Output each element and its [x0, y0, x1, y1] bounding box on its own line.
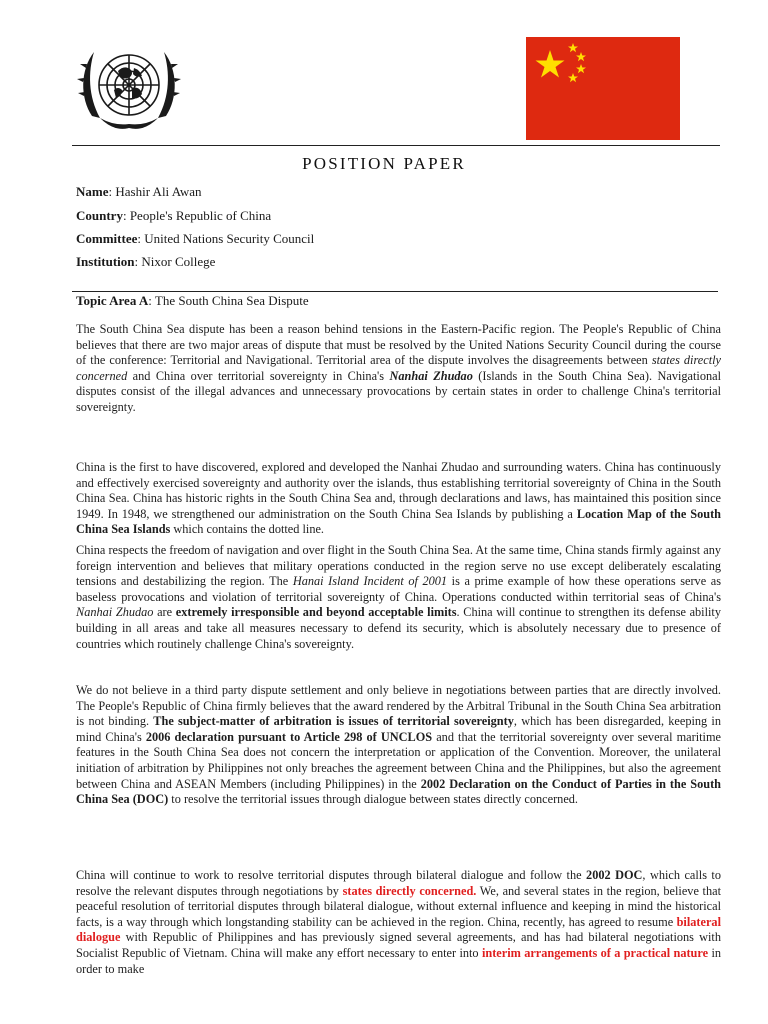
emphasis-text: Nanhai Zhudao	[76, 605, 154, 620]
paragraph-5: China will continue to work to resolve territorial disputes through bilateral dialogue and follow the 2002 DOC, which calls to resolve the relevant disputes through negotiations by states directly concerned. We, and several states in the region, believe that peaceful resolution of territorial disputes through bilateral dialogue, without external influence and keeping in mind the historical facts, is a way through which longstanding stability can be achieved in the region. China, recently, has agreed to resume bilateral dialogue with Republic of Philippines and has previously signed several agreements, and has had bilateral negotiations with Socialist Republic of Vietnam. China will make any effort necessary to enter into interim arrangements of a practical nature in order to make	[76, 868, 722, 976]
section-divider	[72, 291, 718, 292]
emphasis-text: Nanhai Zhudao	[389, 368, 473, 383]
emphasis-text: 2006 declaration pursuant to Article 298 of UNCLOS	[145, 729, 433, 744]
emphasis-text: 2002 DOC	[586, 868, 643, 882]
highlighted-text: interim arrangements of a practical nature	[481, 945, 709, 960]
emphasis-text: 2002 Declaration on the Conduct of Parties in the South China Sea (DOC)	[76, 776, 722, 807]
institution-value: : Nixor College	[134, 254, 216, 269]
topic-label: Topic Area A	[76, 293, 149, 308]
name-label: Name	[76, 184, 109, 199]
highlighted-text: bilateral dialogue	[76, 914, 721, 945]
name-value: : Hashir Ali Awan	[108, 184, 202, 199]
institution-row	[76, 254, 215, 270]
paragraph-3: China respects the freedom of navigation and over flight in the South China Sea. At the same time, China stands firmly against any foreign intervention and believes that military operations conducted in the region serve no use except deliberately escalating tensions and destabilizing the region. The Hanai Island Incident of 2001 is a prime example of how these operations serve as baseless provocations and violation of territorial sovereignty of China. Operations conducted within territorial seas of China's Nanhai Zhudao are extremely irresponsible and beyond acceptable limits. China will continue to strengthen its defense ability building in all areas and take all measures necessary to defend its security, which is absolutely necessary due to presence of countries which routinely challenge China's sovereignty.	[76, 543, 722, 651]
country-row	[76, 208, 271, 224]
china-flag-icon	[526, 37, 680, 140]
emphasis-text: Location Map of the South China Sea Islands	[76, 506, 721, 537]
un-emblem-icon	[74, 38, 184, 138]
committee-label: Committee	[76, 231, 138, 246]
committee-value: : United Nations Security Council	[137, 231, 315, 246]
header-divider	[72, 145, 720, 146]
topic-value: : The South China Sea Dispute	[148, 293, 309, 308]
country-label: Country	[76, 208, 123, 223]
name-row	[76, 184, 202, 200]
paragraph-4: We do not believe in a third party dispute settlement and only believe in negotiations between parties that are directly involved. The People's Republic of China firmly believes that the award rendered by the Arbitral Tribunal in the South China Sea arbitration is not binding. The subject-matter of arbitration is issues of territorial sovereignty, which has been disregarded, keeping in mind China's 2006 declaration pursuant to Article 298 of UNCLOS and that the territorial sovereignty over several maritime features in the South China Sea does not concern the interpretation or application of the Convention. Moreover, the unilateral initiation of arbitration by Philippines not only breaches the agreement between China and the Philippines, but also the agreement between China and ASEAN Members (including Philippines) in the 2002 Declaration on the Conduct of Parties in the South China Sea (DOC) to resolve the territorial issues through dialogue between states directly concerned.	[76, 683, 722, 807]
highlighted-text: states directly concerned.	[342, 883, 477, 898]
institution-label: Institution	[76, 254, 135, 269]
page-title: POSITION PAPER	[302, 154, 466, 173]
topic-area	[76, 293, 309, 309]
country-value: : People's Republic of China	[122, 208, 272, 223]
paragraph-1: The South China Sea dispute has been a reason behind tensions in the Eastern-Pacific region. The People's Republic of China believes that there are two major areas of dispute that must be resolved by the United Nations Security Council during the course of the conference: Territorial and Navigational. Territorial area of the dispute involves the disagreements between states directly concerned and China over territorial sovereignty in China's Nanhai Zhudao (Islands in the South China Sea). Navigational disputes consist of the illegal advances and unnecessary provocations by certain states in order to challenge China's territorial sovereignty.	[76, 322, 722, 414]
emphasis-text: states directly concerned	[76, 353, 722, 383]
emphasis-text: The subject-matter of arbitration is issues of territorial sovereignty	[153, 714, 514, 729]
emphasis-text: extremely irresponsible and beyond acceptable limits	[175, 605, 457, 620]
paragraph-2: China is the first to have discovered, explored and developed the Nanhai Zhudao and surrounding waters. China has continuously and effectively exercised sovereignty and authority over the islands, thus establishing territorial sovereignty of China in the South China Sea. China has historic rights in the South China Sea and, through declarations and laws, has maintained this position since 1949. In 1948, we strengthened our administration on the South China Sea Islands by publishing a Location Map of the South China Sea Islands which contains the dotted line.	[76, 460, 721, 537]
committee-row	[76, 231, 314, 247]
emphasis-text: Hanai Island Incident of 2001	[292, 574, 448, 589]
